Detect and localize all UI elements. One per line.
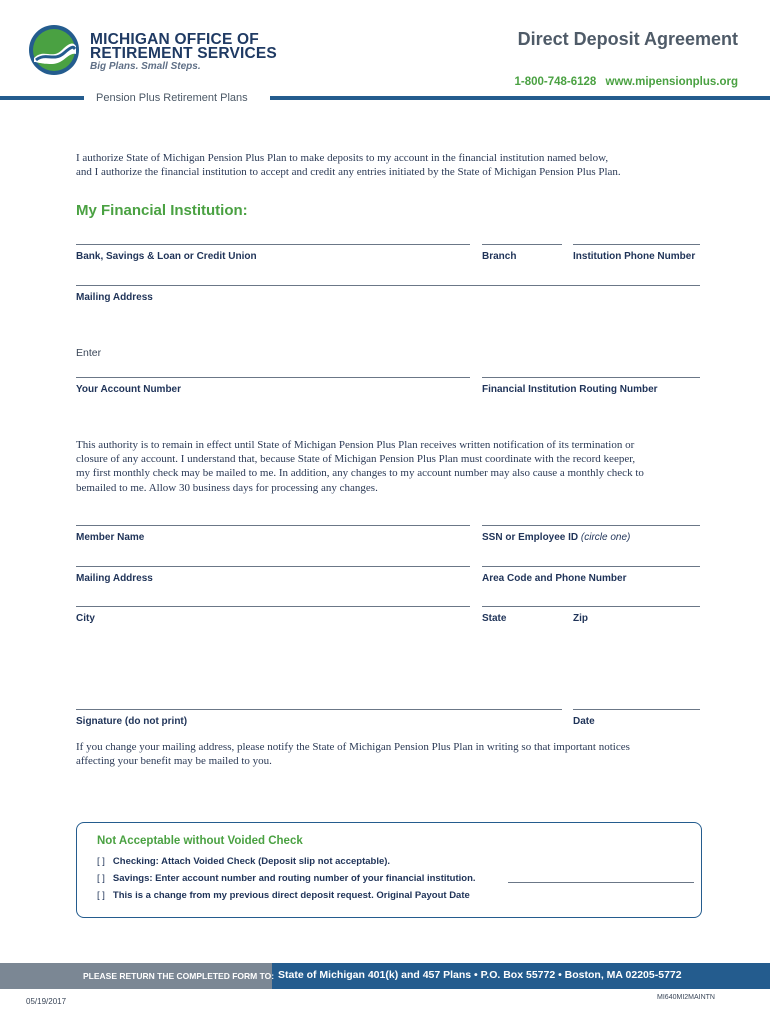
branch-line[interactable]	[482, 244, 562, 245]
account-number-line[interactable]	[76, 377, 470, 378]
ssn-label-text: SSN or Employee ID	[482, 532, 579, 543]
option-change-label: This is a change from my previous direct deposit request. Original Payout Date	[112, 890, 470, 901]
member-mailing-address-label: Mailing Address	[76, 573, 153, 584]
org-name-line1: MICHIGAN OFFICE OF	[90, 31, 259, 48]
org-name-line2: RETIREMENT SERVICES	[90, 45, 277, 62]
org-tagline: Big Plans. Small Steps.	[90, 61, 201, 72]
state-zip-line[interactable]	[482, 606, 700, 607]
signature-label: Signature (do not print)	[76, 716, 188, 727]
option-checking-label: Checking: Attach Voided Check (Deposit slip not acceptable).	[112, 856, 391, 867]
checkbox-change[interactable]: [ ]	[97, 890, 105, 901]
authority-line-4: bemailed to me. Allow 30 business days for processing any changes.	[76, 482, 378, 494]
footer-return-label: PLEASE RETURN THE COMPLETED FORM TO:	[83, 971, 275, 981]
account-number-label: Your Account Number	[76, 384, 182, 395]
date-line[interactable]	[573, 709, 700, 710]
form-date: 05/19/2017	[26, 997, 67, 1006]
date-label: Date	[573, 716, 595, 727]
option-savings[interactable]	[97, 873, 476, 884]
checkbox-savings[interactable]: [ ]	[97, 873, 105, 884]
authority-line-1: This authority is to remain in effect until State of Michigan Pension Plus Plan receives written notification of its termination or	[76, 439, 635, 451]
ssn-line[interactable]	[482, 525, 700, 526]
routing-number-line[interactable]	[482, 377, 700, 378]
member-name-line[interactable]	[76, 525, 470, 526]
signature-line[interactable]	[76, 709, 562, 710]
institution-mailing-address-line[interactable]	[76, 285, 700, 286]
footer-address: State of Michigan 401(k) and 457 Plans • P.O. Box 55772 • Boston, MA 02205-5772	[278, 969, 682, 981]
page-title: Direct Deposit Agreement	[517, 29, 738, 49]
contact-info	[514, 76, 738, 88]
area-phone-line[interactable]	[482, 566, 700, 567]
institution-phone-line[interactable]	[573, 244, 700, 245]
ssn-note: (circle one)	[580, 532, 631, 543]
plan-label: Pension Plus Retirement Plans	[96, 92, 248, 104]
area-phone-label: Area Code and Phone Number	[482, 573, 627, 584]
branch-label: Branch	[482, 251, 517, 262]
header-bar-left	[0, 96, 84, 100]
savings-entry-line[interactable]	[508, 882, 694, 883]
member-name-label: Member Name	[76, 532, 145, 543]
checkbox-checking[interactable]: [ ]	[97, 856, 105, 867]
form-code: MI640MI2MAINTN	[657, 994, 715, 1001]
routing-number-label: Financial Institution Routing Number	[482, 384, 658, 395]
voided-check-title: Not Acceptable without Voided Check	[97, 835, 303, 847]
city-label: City	[76, 613, 95, 624]
bank-name-label: Bank, Savings & Loan or Credit Union	[76, 251, 257, 262]
intro-line-1: I authorize State of Michigan Pension Plus Plan to make deposits to my account in the financial institution named below,	[76, 152, 609, 164]
authority-line-2: closure of any account. I understand that, because State of Michigan Pension Plus Plan must coordinate with the record keeper,	[76, 453, 636, 465]
option-checking[interactable]	[97, 856, 390, 867]
zip-label: Zip	[573, 613, 588, 624]
member-mailing-address-line[interactable]	[76, 566, 470, 567]
ssn-label	[482, 532, 630, 543]
section-title-institution: My Financial Institution:	[76, 202, 248, 219]
phone-number: 1-800-748-6128	[514, 76, 597, 88]
michigan-ors-logo-icon	[28, 24, 80, 76]
option-change[interactable]	[97, 890, 470, 901]
institution-phone-label: Institution Phone Number	[573, 251, 696, 262]
city-line[interactable]	[76, 606, 470, 607]
state-label: State	[482, 613, 507, 624]
bank-name-line[interactable]	[76, 244, 470, 245]
notice-line-1: If you change your mailing address, please notify the State of Michigan Pension Plus Plan in writing so that important notices	[76, 741, 630, 753]
header-bar-right	[270, 96, 770, 100]
enter-label: Enter	[76, 347, 102, 359]
option-savings-label: Savings: Enter account number and routing number of your financial institution.	[112, 873, 476, 884]
website-link[interactable]: www.mipensionplus.org	[605, 76, 738, 88]
institution-mailing-address-label: Mailing Address	[76, 292, 153, 303]
authority-line-3: my first monthly check may be mailed to me. In addition, any changes to my account number may also cause a monthly check to	[76, 467, 644, 479]
notice-line-2: affecting your benefit may be mailed to you.	[76, 755, 272, 767]
intro-line-2: and I authorize the financial institution to accept and credit any entries initiated by the State of Michigan Pension Plus Plan.	[76, 166, 621, 178]
